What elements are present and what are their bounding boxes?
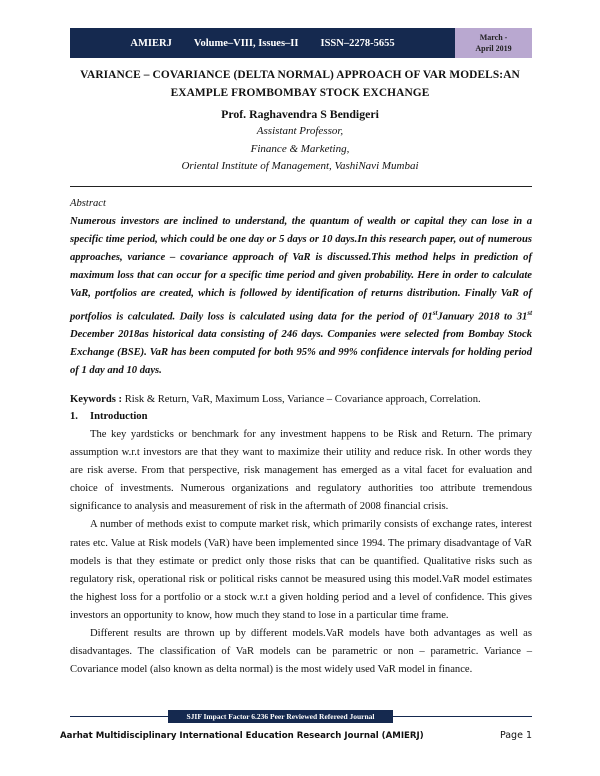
paragraph: A number of methods exist to compute market risk, which primarily consists of exchange rates, interest rates etc. Value at Risk models (VaR) have been implemented since 1994. The primary disadvantage of VaR models is that they estimate or predict only those risks that can be quantified. Qualitative risks such as regulatory risk, operational risk or political risks cannot be measured using this model.VaR model estimates the highest loss for a portfolio or a stock w.r.t a given holding period and a level of confidence. This gives investors an opportunity to know, how much they stand to lose in a particular time frame. <box>70 519 532 621</box>
paper-title-line1: VARIANCE – COVARIANCE (DELTA NORMAL) APPROACH OF VAR MODELS:AN <box>80 69 520 81</box>
abstract-text-1: Numerous investors are inclined to understand, the quantum of wealth or capital they can lose in a specific time period, which could be one day or 5 days or 10 days.In this research paper, out of numerous approaches, variance – covariance approach of VaR is discussed.This method helps in prediction of maximum loss that can occur for a specific time period and given probability. Here in order to calculate VaR, portfolios are created, which is followed by identification of returns distribution. Finally VaR of portfolios is calculated. Daily loss is calculated using data for the period of 01 <box>70 216 532 323</box>
impact-factor-text: SJIF Impact Factor 6.236 Peer Reviewed Refereed Journal <box>186 712 375 721</box>
abstract-sup-1: st <box>432 308 438 317</box>
paragraph: The key yardsticks or benchmark for any investment happens to be Risk and Return. The primary assumption w.r.t investors are that they want to maximize their utility and reduce risk. In other words they are risk averse. From that perspective, risk management has emerged as a vital facet for evaluation and choice of investments. Numerous organizations and regulatory authorities too attribute tremendous significance to analysis and measurement of risk in the aftermath of 2008 financial crisis. <box>70 429 532 513</box>
author-name: Prof. Raghavendra S Bendigeri <box>221 107 379 121</box>
introduction-body <box>70 426 532 679</box>
abstract-text-2: January 2018 to 31 <box>437 311 528 323</box>
journal-abbrev: AMIERJ <box>130 37 172 49</box>
paper-title <box>60 66 540 102</box>
abstract-heading: Abstract <box>70 198 106 209</box>
journal-header-bar <box>70 28 455 58</box>
footer-journal-name: Aarhat Multidisciplinary International Education Research Journal (AMIERJ) <box>60 731 424 741</box>
paper-title-line2: EXAMPLE FROMBOMBAY STOCK EXCHANGE <box>170 87 430 99</box>
author-block <box>60 106 540 176</box>
issue-date-box <box>455 28 532 58</box>
author-affiliation-1: Assistant Professor, <box>256 125 344 137</box>
abstract-sup-2: st <box>527 308 533 317</box>
abstract-text-3: December 2018as historical data consisting of 246 days. Companies were selected from Bombay Stock Exchange (BSE). VaR has been computed for both 95% and 99% confidence intervals for holding period of 1 day and 10 days. <box>70 329 532 377</box>
issn: ISSN–2278-5655 <box>320 37 395 49</box>
author-affiliation-3: Oriental Institute of Management, VashiNavi Mumbai <box>181 160 419 172</box>
section-title: Introduction <box>90 411 148 422</box>
paragraph: Different results are thrown up by different models.VaR models have both advantages as well as disadvantages. The classification of VaR models can be parametric or non – parametric. Variance – Covariance model (also known as delta normal) is the most widely used VaR model in finance. <box>70 628 532 676</box>
page-number: Page 1 <box>499 730 532 741</box>
author-affiliation-2: Finance & Marketing, <box>250 142 350 155</box>
keywords <box>70 391 532 408</box>
issue-date-line1: March - <box>479 33 508 42</box>
issue-date-line2: April 2019 <box>475 44 512 53</box>
title-divider <box>70 186 532 187</box>
volume-issue: Volume–VIII, Issues–II <box>193 37 299 49</box>
keywords-label: Keywords : <box>70 394 123 405</box>
impact-factor-banner <box>168 710 393 723</box>
section-heading <box>70 408 532 425</box>
section-number: 1. <box>70 411 78 422</box>
abstract <box>70 195 532 380</box>
keywords-text: Risk & Return, VaR, Maximum Loss, Variance – Covariance approach, Correlation. <box>122 394 481 405</box>
